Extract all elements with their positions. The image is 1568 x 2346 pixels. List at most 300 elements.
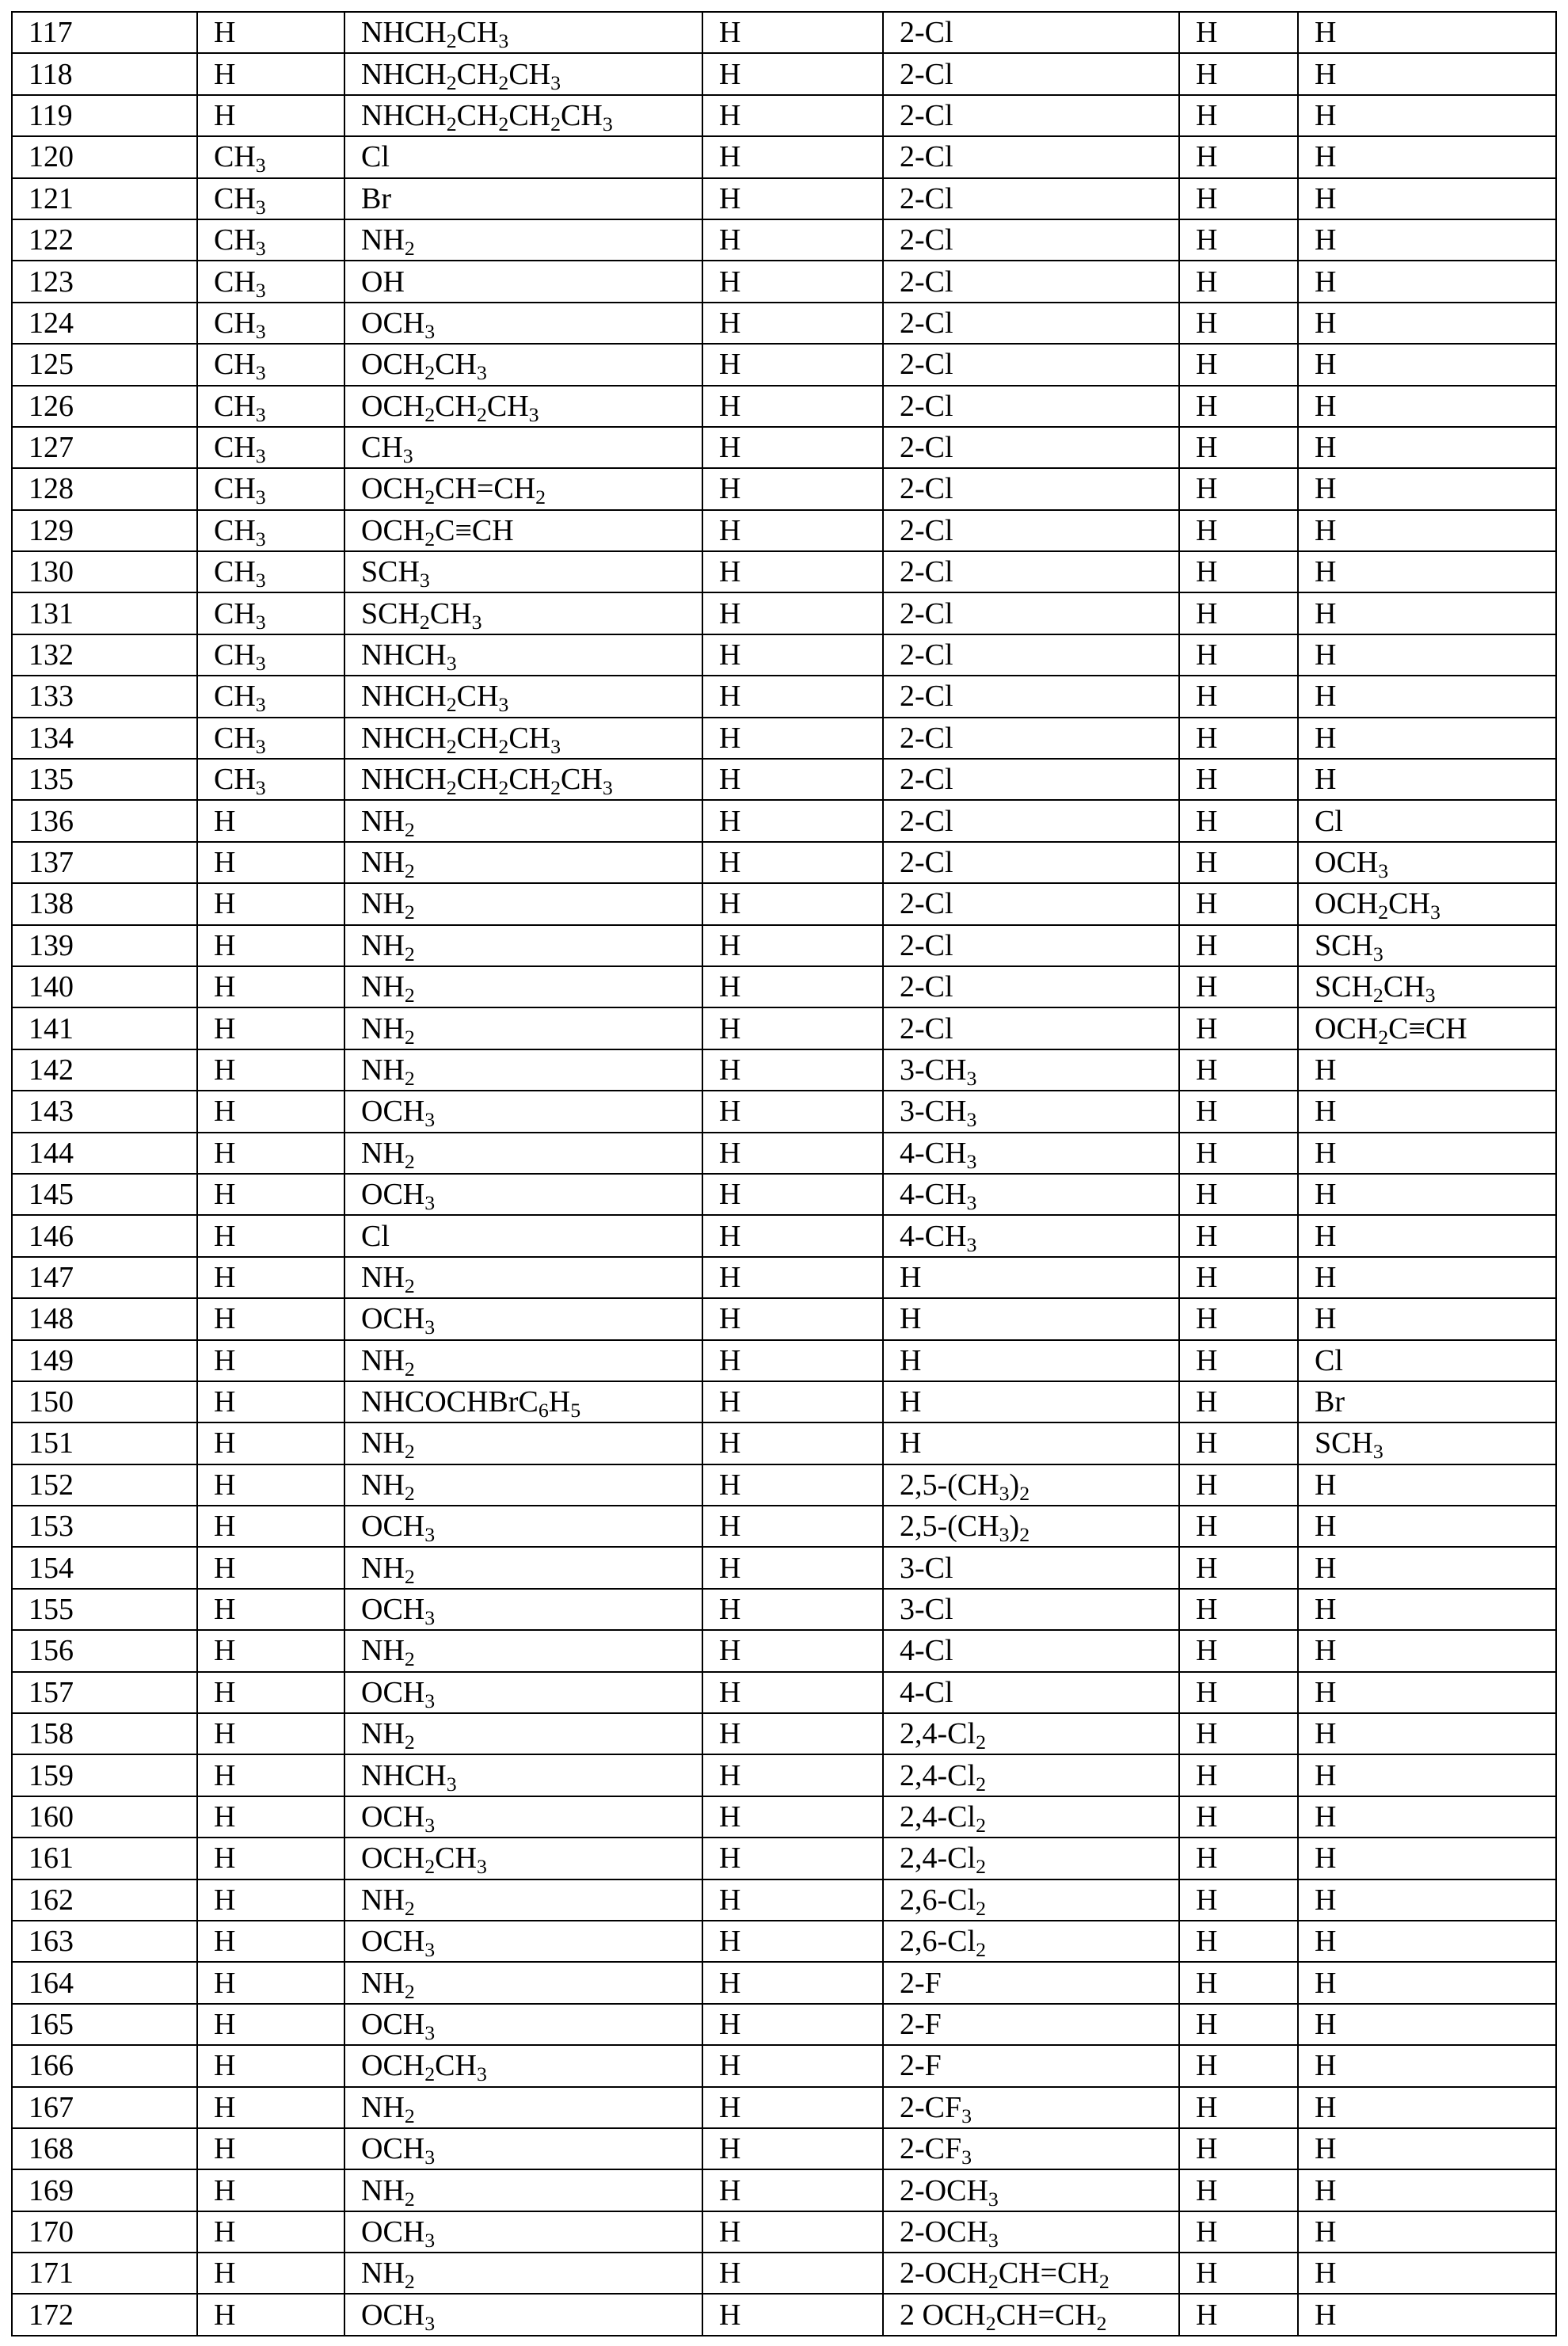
ring-substituent-cell: $3-CH_3$: [883, 1091, 1179, 1132]
table-row: [12, 468, 1556, 509]
compound-number-cell: 160: [12, 1796, 197, 1838]
compound-table: [11, 11, 1557, 2336]
compound-number-cell: 154: [12, 1547, 197, 1588]
substituent-5-cell: H: [1179, 136, 1298, 177]
table-row: [12, 1464, 1556, 1506]
substituent-6-cell: Cl: [1298, 1340, 1556, 1381]
substituent-3-cell: H: [702, 1007, 883, 1049]
substituent-6-cell: H: [1298, 1298, 1556, 1339]
compound-number-cell: 164: [12, 1962, 197, 2003]
substituent-2-cell: $SCH_3$: [344, 551, 702, 592]
substituent-1-cell: $CH_3$: [197, 468, 344, 509]
ring-substituent-cell: $4-CH_3$: [883, 1174, 1179, 1215]
substituent-3-cell: H: [702, 1921, 883, 1962]
substituent-3-cell: H: [702, 718, 883, 759]
ring-substituent-cell: 2-Cl: [883, 842, 1179, 883]
substituent-3-cell: H: [702, 634, 883, 676]
ring-substituent-cell: 2-Cl: [883, 718, 1179, 759]
substituent-5-cell: H: [1179, 178, 1298, 219]
substituent-3-cell: H: [702, 925, 883, 966]
substituent-3-cell: H: [702, 2253, 883, 2294]
ring-substituent-cell: 2-Cl: [883, 592, 1179, 634]
substituent-5-cell: H: [1179, 1506, 1298, 1547]
substituent-2-cell: $OCH_3$: [344, 2128, 702, 2169]
substituent-5-cell: H: [1179, 1007, 1298, 1049]
substituent-6-cell: H: [1298, 1921, 1556, 1962]
substituent-2-cell: $NH_2$: [344, 1257, 702, 1298]
ring-substituent-cell: 2-F: [883, 1962, 1179, 2003]
ring-substituent-cell: 2-F: [883, 2004, 1179, 2045]
substituent-3-cell: H: [702, 800, 883, 841]
substituent-2-cell: $OCH_3$: [344, 2294, 702, 2335]
substituent-5-cell: H: [1179, 468, 1298, 509]
compound-number-cell: 127: [12, 427, 197, 468]
table-row: [12, 592, 1556, 634]
compound-number-cell: 138: [12, 883, 197, 924]
compound-number-cell: 148: [12, 1298, 197, 1339]
substituent-3-cell: H: [702, 1962, 883, 2003]
substituent-2-cell: $NH_2$: [344, 1049, 702, 1091]
ring-substituent-cell: 2-Cl: [883, 800, 1179, 841]
compound-number-cell: 125: [12, 344, 197, 385]
substituent-1-cell: H: [197, 1879, 344, 1921]
compound-number-cell: 133: [12, 676, 197, 717]
table-body: [12, 12, 1556, 2336]
substituent-6-cell: H: [1298, 2211, 1556, 2253]
compound-number-cell: 159: [12, 1754, 197, 1796]
substituent-6-cell: H: [1298, 386, 1556, 427]
ring-substituent-cell: $2-CF_3$: [883, 2128, 1179, 2169]
substituent-6-cell: H: [1298, 1630, 1556, 1671]
substituent-2-cell: $NHCH_2CH_2CH_2CH_3$: [344, 95, 702, 136]
ring-substituent-cell: H: [883, 1298, 1179, 1339]
substituent-3-cell: H: [702, 178, 883, 219]
substituent-3-cell: H: [702, 1298, 883, 1339]
substituent-3-cell: H: [702, 2211, 883, 2253]
substituent-1-cell: $CH_3$: [197, 219, 344, 261]
substituent-2-cell: $CH_3$: [344, 427, 702, 468]
ring-substituent-cell: 2-Cl: [883, 1007, 1179, 1049]
table-row: [12, 1630, 1556, 1671]
compound-number-cell: 118: [12, 53, 197, 94]
substituent-1-cell: H: [197, 1133, 344, 1174]
substituent-1-cell: H: [197, 1921, 344, 1962]
substituent-2-cell: $NH_2$: [344, 1879, 702, 1921]
substituent-6-cell: H: [1298, 1133, 1556, 1174]
ring-substituent-cell: 2-Cl: [883, 966, 1179, 1007]
substituent-6-cell: H: [1298, 427, 1556, 468]
substituent-3-cell: H: [702, 759, 883, 800]
substituent-3-cell: H: [702, 1340, 883, 1381]
substituent-6-cell: H: [1298, 344, 1556, 385]
substituent-1-cell: H: [197, 12, 344, 53]
substituent-3-cell: H: [702, 95, 883, 136]
table-row: [12, 551, 1556, 592]
substituent-6-cell: $SCH_3$: [1298, 1422, 1556, 1464]
substituent-5-cell: H: [1179, 2004, 1298, 2045]
substituent-5-cell: H: [1179, 1672, 1298, 1713]
substituent-2-cell: Br: [344, 178, 702, 219]
ring-substituent-cell: 2-Cl: [883, 261, 1179, 302]
substituent-5-cell: H: [1179, 12, 1298, 53]
substituent-3-cell: H: [702, 1879, 883, 1921]
table-row: [12, 95, 1556, 136]
ring-substituent-cell: $3-CH_3$: [883, 1049, 1179, 1091]
compound-number-cell: 163: [12, 1921, 197, 1962]
substituent-5-cell: H: [1179, 1381, 1298, 1422]
substituent-6-cell: H: [1298, 1838, 1556, 1879]
substituent-1-cell: H: [197, 925, 344, 966]
substituent-5-cell: H: [1179, 2128, 1298, 2169]
table-row: [12, 1879, 1556, 1921]
compound-number-cell: 134: [12, 718, 197, 759]
table-row: [12, 842, 1556, 883]
substituent-2-cell: OH: [344, 261, 702, 302]
substituent-3-cell: H: [702, 136, 883, 177]
substituent-2-cell: $NH_2$: [344, 1464, 702, 1506]
substituent-1-cell: $CH_3$: [197, 178, 344, 219]
substituent-1-cell: H: [197, 1506, 344, 1547]
ring-substituent-cell: 2 $OCH_2CH=CH_2$: [883, 2294, 1179, 2335]
substituent-5-cell: H: [1179, 842, 1298, 883]
ring-substituent-cell: H: [883, 1340, 1179, 1381]
substituent-3-cell: H: [702, 1091, 883, 1132]
substituent-2-cell: $OCH_3$: [344, 1506, 702, 1547]
substituent-5-cell: H: [1179, 1962, 1298, 2003]
table-row: [12, 676, 1556, 717]
substituent-1-cell: $CH_3$: [197, 551, 344, 592]
ring-substituent-cell: 2-Cl: [883, 178, 1179, 219]
table-row: [12, 1422, 1556, 1464]
table-row: [12, 344, 1556, 385]
compound-number-cell: 168: [12, 2128, 197, 2169]
substituent-2-cell: Cl: [344, 136, 702, 177]
ring-substituent-cell: 2-Cl: [883, 344, 1179, 385]
substituent-2-cell: $NH_2$: [344, 1007, 702, 1049]
substituent-3-cell: H: [702, 1754, 883, 1796]
table-row: [12, 178, 1556, 219]
substituent-1-cell: H: [197, 1007, 344, 1049]
ring-substituent-cell: 3-Cl: [883, 1547, 1179, 1588]
substituent-5-cell: H: [1179, 427, 1298, 468]
substituent-1-cell: H: [197, 1838, 344, 1879]
substituent-3-cell: H: [702, 2045, 883, 2086]
compound-number-cell: 161: [12, 1838, 197, 1879]
substituent-1-cell: H: [197, 2004, 344, 2045]
table-row: [12, 2004, 1556, 2045]
compound-number-cell: 149: [12, 1340, 197, 1381]
substituent-6-cell: $SCH_2CH_3$: [1298, 966, 1556, 1007]
substituent-5-cell: H: [1179, 1713, 1298, 1754]
substituent-6-cell: H: [1298, 1672, 1556, 1713]
compound-number-cell: 120: [12, 136, 197, 177]
substituent-2-cell: $NH_2$: [344, 2169, 702, 2211]
substituent-2-cell: $OCH_3$: [344, 1298, 702, 1339]
substituent-2-cell: $NH_2$: [344, 883, 702, 924]
substituent-1-cell: H: [197, 1796, 344, 1838]
substituent-5-cell: H: [1179, 800, 1298, 841]
compound-number-cell: 139: [12, 925, 197, 966]
compound-number-cell: 152: [12, 1464, 197, 1506]
substituent-1-cell: H: [197, 1049, 344, 1091]
ring-substituent-cell: 3-Cl: [883, 1589, 1179, 1630]
ring-substituent-cell: 2-F: [883, 2045, 1179, 2086]
substituent-6-cell: H: [1298, 95, 1556, 136]
substituent-1-cell: H: [197, 800, 344, 841]
compound-number-cell: 128: [12, 468, 197, 509]
substituent-3-cell: H: [702, 1547, 883, 1588]
substituent-2-cell: $SCH_2CH_3$: [344, 592, 702, 634]
substituent-2-cell: $OCH_2CH_3$: [344, 2045, 702, 2086]
compound-number-cell: 146: [12, 1215, 197, 1256]
substituent-3-cell: H: [702, 883, 883, 924]
substituent-1-cell: H: [197, 1754, 344, 1796]
substituent-3-cell: H: [702, 427, 883, 468]
ring-substituent-cell: H: [883, 1257, 1179, 1298]
compound-number-cell: 140: [12, 966, 197, 1007]
table-row: [12, 2211, 1556, 2253]
ring-substituent-cell: $2,4-Cl_2$: [883, 1754, 1179, 1796]
substituent-1-cell: H: [197, 2253, 344, 2294]
substituent-2-cell: $NH_2$: [344, 1133, 702, 1174]
substituent-3-cell: H: [702, 1838, 883, 1879]
substituent-1-cell: $CH_3$: [197, 592, 344, 634]
substituent-3-cell: H: [702, 1713, 883, 1754]
substituent-6-cell: H: [1298, 2169, 1556, 2211]
compound-number-cell: 158: [12, 1713, 197, 1754]
substituent-1-cell: $CH_3$: [197, 136, 344, 177]
substituent-6-cell: H: [1298, 1049, 1556, 1091]
substituent-5-cell: H: [1179, 1340, 1298, 1381]
substituent-3-cell: H: [702, 1133, 883, 1174]
ring-substituent-cell: 2-Cl: [883, 12, 1179, 53]
compound-number-cell: 170: [12, 2211, 197, 2253]
substituent-2-cell: $NHCH_2CH_2CH_3$: [344, 53, 702, 94]
table-row: [12, 2169, 1556, 2211]
substituent-5-cell: H: [1179, 261, 1298, 302]
substituent-1-cell: $CH_3$: [197, 510, 344, 551]
substituent-1-cell: H: [197, 1464, 344, 1506]
substituent-2-cell: $NH_2$: [344, 966, 702, 1007]
compound-number-cell: 151: [12, 1422, 197, 1464]
substituent-1-cell: H: [197, 1589, 344, 1630]
substituent-3-cell: H: [702, 1506, 883, 1547]
table-row: [12, 966, 1556, 1007]
ring-substituent-cell: 2-Cl: [883, 759, 1179, 800]
substituent-3-cell: H: [702, 1174, 883, 1215]
substituent-2-cell: $OCH_3$: [344, 1796, 702, 1838]
table-row: [12, 1091, 1556, 1132]
substituent-2-cell: $NHCH_2CH_3$: [344, 12, 702, 53]
substituent-6-cell: $OCH_2CH_3$: [1298, 883, 1556, 924]
substituent-5-cell: H: [1179, 386, 1298, 427]
substituent-6-cell: H: [1298, 1796, 1556, 1838]
substituent-6-cell: H: [1298, 759, 1556, 800]
substituent-1-cell: H: [197, 1713, 344, 1754]
ring-substituent-cell: $2,4-Cl_2$: [883, 1713, 1179, 1754]
compound-number-cell: 130: [12, 551, 197, 592]
table-row: [12, 510, 1556, 551]
substituent-1-cell: $CH_3$: [197, 386, 344, 427]
compound-number-cell: 156: [12, 1630, 197, 1671]
substituent-6-cell: H: [1298, 2004, 1556, 2045]
table-row: [12, 1257, 1556, 1298]
substituent-2-cell: $NH_2$: [344, 1340, 702, 1381]
substituent-3-cell: H: [702, 1464, 883, 1506]
compound-number-cell: 147: [12, 1257, 197, 1298]
substituent-6-cell: $OCH_2C\equiv CH$: [1298, 1007, 1556, 1049]
substituent-6-cell: H: [1298, 510, 1556, 551]
substituent-1-cell: $CH_3$: [197, 427, 344, 468]
table-row: [12, 1589, 1556, 1630]
substituent-3-cell: H: [702, 1422, 883, 1464]
substituent-5-cell: H: [1179, 2253, 1298, 2294]
compound-number-cell: 172: [12, 2294, 197, 2335]
substituent-2-cell: $NH_2$: [344, 842, 702, 883]
substituent-1-cell: H: [197, 1215, 344, 1256]
substituent-1-cell: H: [197, 2169, 344, 2211]
table-row: [12, 1713, 1556, 1754]
substituent-2-cell: $NH_2$: [344, 925, 702, 966]
substituent-1-cell: H: [197, 1340, 344, 1381]
substituent-3-cell: H: [702, 53, 883, 94]
compound-number-cell: 166: [12, 2045, 197, 2086]
compound-number-cell: 142: [12, 1049, 197, 1091]
ring-substituent-cell: H: [883, 1381, 1179, 1422]
table-row: [12, 386, 1556, 427]
substituent-2-cell: $OCH_2CH=CH_2$: [344, 468, 702, 509]
substituent-5-cell: H: [1179, 1589, 1298, 1630]
ring-substituent-cell: 2-Cl: [883, 136, 1179, 177]
substituent-1-cell: $CH_3$: [197, 676, 344, 717]
compound-number-cell: 121: [12, 178, 197, 219]
table-row: [12, 53, 1556, 94]
compound-number-cell: 153: [12, 1506, 197, 1547]
substituent-5-cell: H: [1179, 1547, 1298, 1588]
table-row: [12, 718, 1556, 759]
substituent-2-cell: $NHCH_3$: [344, 1754, 702, 1796]
compound-number-cell: 135: [12, 759, 197, 800]
substituent-6-cell: H: [1298, 468, 1556, 509]
ring-substituent-cell: $2,5-(CH_3)_2$: [883, 1464, 1179, 1506]
compound-number-cell: 129: [12, 510, 197, 551]
substituent-2-cell: $NH_2$: [344, 800, 702, 841]
substituent-2-cell: $NHCH_2CH_3$: [344, 676, 702, 717]
table-row: [12, 1547, 1556, 1588]
substituent-3-cell: H: [702, 386, 883, 427]
substituent-3-cell: H: [702, 1381, 883, 1422]
substituent-3-cell: H: [702, 303, 883, 344]
substituent-1-cell: $CH_3$: [197, 303, 344, 344]
table-row: [12, 883, 1556, 924]
substituent-1-cell: H: [197, 883, 344, 924]
table-row: [12, 219, 1556, 261]
substituent-3-cell: H: [702, 551, 883, 592]
compound-number-cell: 162: [12, 1879, 197, 1921]
substituent-6-cell: H: [1298, 1962, 1556, 2003]
table-row: [12, 1340, 1556, 1381]
substituent-1-cell: H: [197, 1962, 344, 2003]
ring-substituent-cell: 2-Cl: [883, 676, 1179, 717]
ring-substituent-cell: 2-Cl: [883, 427, 1179, 468]
substituent-1-cell: H: [197, 95, 344, 136]
substituent-6-cell: H: [1298, 718, 1556, 759]
substituent-5-cell: H: [1179, 1754, 1298, 1796]
substituent-2-cell: $NH_2$: [344, 1713, 702, 1754]
substituent-2-cell: $OCH_3$: [344, 1174, 702, 1215]
ring-substituent-cell: $2,4-Cl_2$: [883, 1838, 1179, 1879]
substituent-2-cell: $NH_2$: [344, 1547, 702, 1588]
substituent-6-cell: H: [1298, 1215, 1556, 1256]
substituent-6-cell: H: [1298, 1589, 1556, 1630]
substituent-1-cell: $CH_3$: [197, 759, 344, 800]
table-row: [12, 261, 1556, 302]
substituent-6-cell: $SCH_3$: [1298, 925, 1556, 966]
substituent-1-cell: H: [197, 1547, 344, 1588]
compound-number-cell: 143: [12, 1091, 197, 1132]
substituent-1-cell: H: [197, 1672, 344, 1713]
substituent-6-cell: H: [1298, 219, 1556, 261]
table-row: [12, 1381, 1556, 1422]
table-row: [12, 427, 1556, 468]
substituent-3-cell: H: [702, 966, 883, 1007]
substituent-3-cell: H: [702, 468, 883, 509]
ring-substituent-cell: 2-Cl: [883, 303, 1179, 344]
substituent-5-cell: H: [1179, 634, 1298, 676]
table-row: [12, 1921, 1556, 1962]
substituent-3-cell: H: [702, 1589, 883, 1630]
table-row: [12, 1049, 1556, 1091]
substituent-5-cell: H: [1179, 510, 1298, 551]
substituent-3-cell: H: [702, 1049, 883, 1091]
substituent-6-cell: H: [1298, 634, 1556, 676]
table-row: [12, 1962, 1556, 2003]
substituent-6-cell: H: [1298, 53, 1556, 94]
substituent-6-cell: H: [1298, 1091, 1556, 1132]
substituent-5-cell: H: [1179, 344, 1298, 385]
ring-substituent-cell: 2-Cl: [883, 468, 1179, 509]
substituent-6-cell: H: [1298, 551, 1556, 592]
substituent-6-cell: H: [1298, 136, 1556, 177]
table-row: [12, 1215, 1556, 1256]
substituent-5-cell: H: [1179, 1257, 1298, 1298]
substituent-5-cell: H: [1179, 1298, 1298, 1339]
substituent-1-cell: H: [197, 1257, 344, 1298]
substituent-1-cell: H: [197, 53, 344, 94]
table-row: [12, 1796, 1556, 1838]
substituent-6-cell: H: [1298, 1506, 1556, 1547]
substituent-1-cell: H: [197, 1091, 344, 1132]
substituent-1-cell: H: [197, 2087, 344, 2128]
substituent-1-cell: H: [197, 1422, 344, 1464]
substituent-5-cell: H: [1179, 95, 1298, 136]
table-row: [12, 1007, 1556, 1049]
substituent-2-cell: $NH_2$: [344, 1962, 702, 2003]
substituent-3-cell: H: [702, 1796, 883, 1838]
substituent-6-cell: H: [1298, 303, 1556, 344]
substituent-3-cell: H: [702, 842, 883, 883]
substituent-1-cell: H: [197, 2128, 344, 2169]
substituent-3-cell: H: [702, 344, 883, 385]
ring-substituent-cell: $2,5-(CH_3)_2$: [883, 1506, 1179, 1547]
substituent-5-cell: H: [1179, 2045, 1298, 2086]
table-row: [12, 2045, 1556, 2086]
ring-substituent-cell: $2,6-Cl_2$: [883, 1921, 1179, 1962]
substituent-3-cell: H: [702, 1672, 883, 1713]
substituent-5-cell: H: [1179, 1796, 1298, 1838]
table-row: [12, 2294, 1556, 2335]
ring-substituent-cell: $2-OCH_2CH=CH_2$: [883, 2253, 1179, 2294]
